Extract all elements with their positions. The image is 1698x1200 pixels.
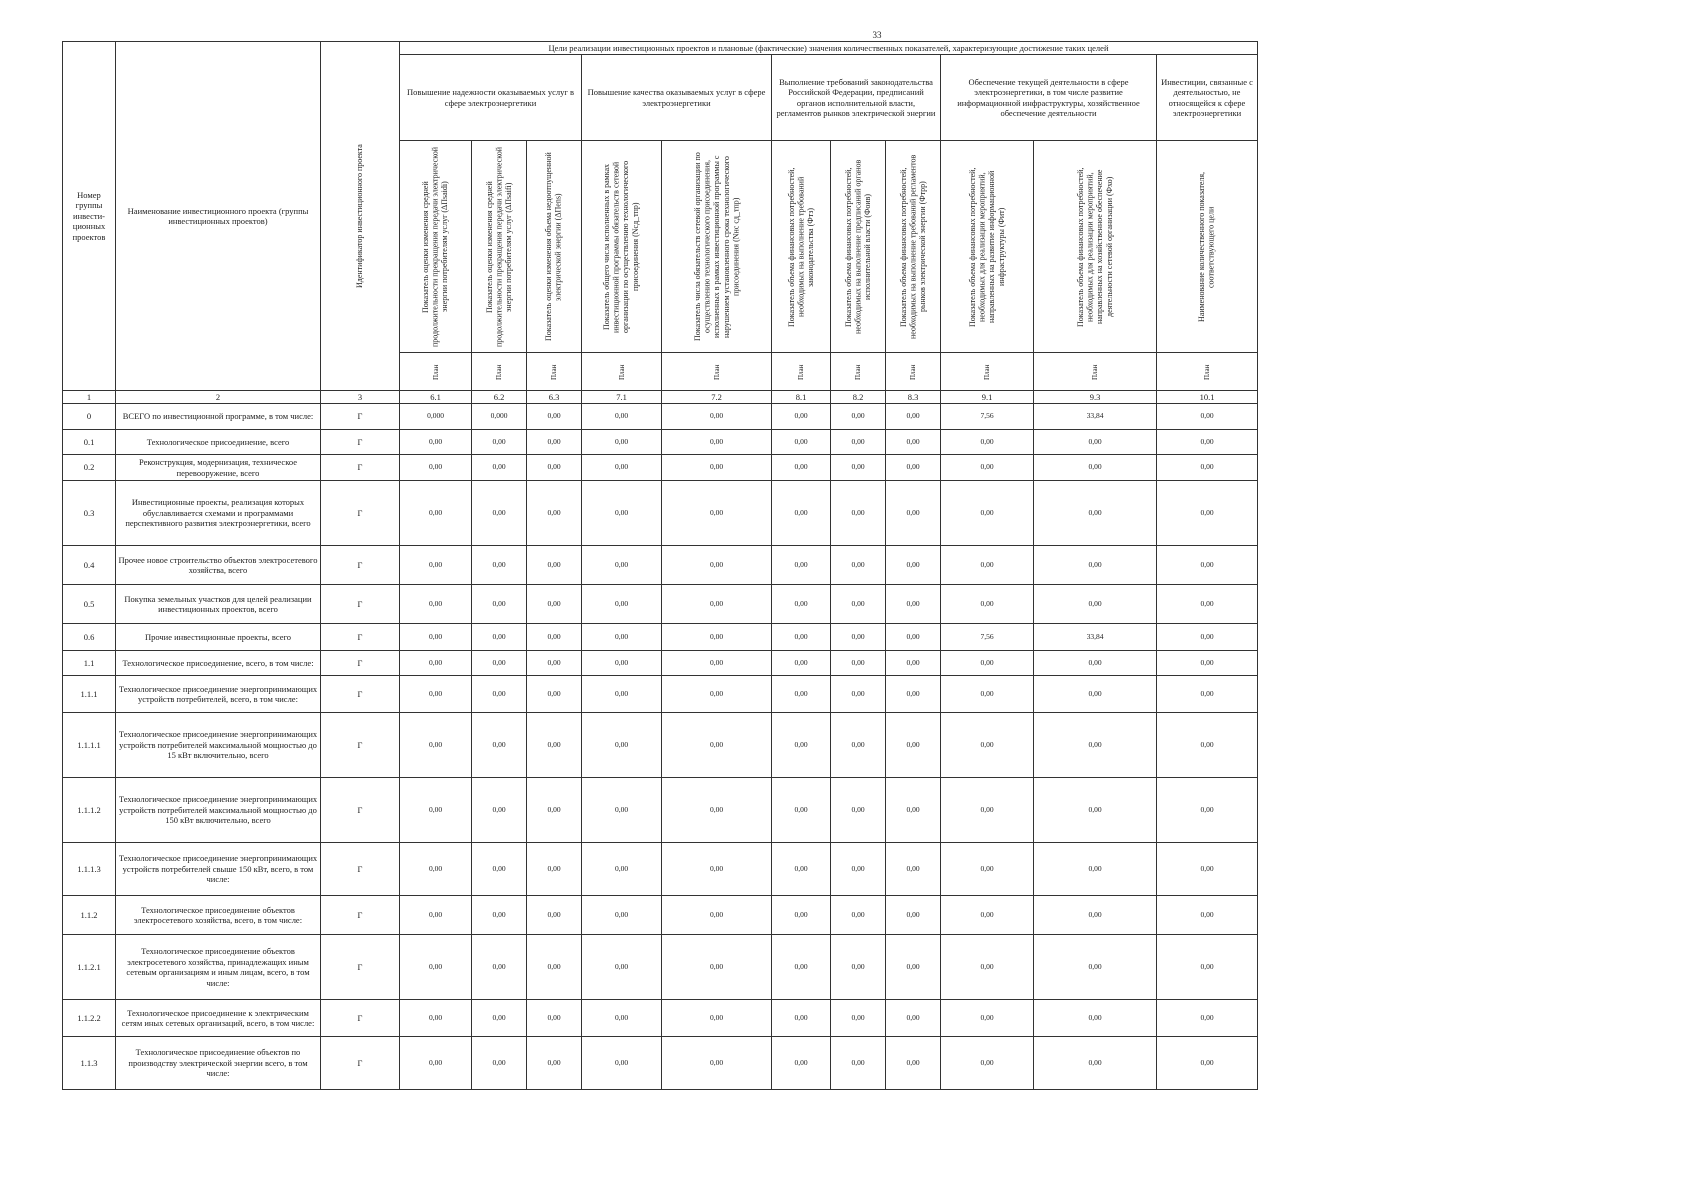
table-row: [63, 481, 1258, 546]
row-number: 0.5: [63, 585, 116, 624]
indicator-header-9: Показатель объема финансовых потребностей, необходимых для реализации мероприятий, направленных на развитие информационной инфраструктуры (Фит): [941, 141, 1034, 353]
row-value: 0,00: [472, 843, 527, 896]
row-number: 0: [63, 404, 116, 430]
row-value: 0,00: [886, 896, 941, 935]
header-goals: Цели реализации инвестиционных проектов и плановые (фактические) значения количественных показателей, характеризующие достижение таких целей: [400, 42, 1258, 55]
plan-label: План: [582, 353, 662, 391]
row-value: 0,00: [582, 546, 662, 585]
row-name: Инвестиционные проекты, реализация которых обуславливается схемами и программами перспективного развития электроэнергетики, всего: [116, 481, 321, 546]
row-value: 0,00: [400, 430, 472, 455]
row-identifier: Г: [321, 843, 400, 896]
group-reliability: Повышение надежности оказываемых услуг в сфере электроэнергетики: [400, 55, 582, 141]
row-value: 0,00: [772, 404, 831, 430]
row-value: 33,84: [1034, 404, 1157, 430]
row-value: 0,00: [1157, 546, 1258, 585]
row-value: 0,00: [1034, 676, 1157, 713]
column-number: 6.3: [527, 391, 582, 404]
table-row: [63, 585, 1258, 624]
row-value: 0,00: [941, 713, 1034, 778]
row-value: 0,00: [472, 481, 527, 546]
row-number: 1.1.3: [63, 1037, 116, 1090]
row-name: Технологическое присоединение объектов электросетевого хозяйства, всего, в том числе:: [116, 896, 321, 935]
table-row: [63, 713, 1258, 778]
row-value: 0,00: [400, 651, 472, 676]
row-value: 0,00: [1034, 896, 1157, 935]
row-value: 0,00: [831, 430, 886, 455]
table-row: [63, 624, 1258, 651]
row-number: 1.1.1.1: [63, 713, 116, 778]
column-number: 8.3: [886, 391, 941, 404]
row-value: 0,00: [1034, 935, 1157, 1000]
row-number: 1.1.1.2: [63, 778, 116, 843]
row-value: 0,00: [472, 1000, 527, 1037]
row-value: 0,00: [1157, 585, 1258, 624]
plan-label: План: [662, 353, 772, 391]
row-value: 0,00: [941, 778, 1034, 843]
row-value: 0,00: [1034, 455, 1157, 481]
table-row: [63, 778, 1258, 843]
row-value: 0,00: [1157, 935, 1258, 1000]
row-value: 0,00: [400, 896, 472, 935]
row-value: 0,00: [527, 713, 582, 778]
row-value: 0,00: [772, 624, 831, 651]
column-number: 1: [63, 391, 116, 404]
group-quality: Повышение качества оказываемых услуг в сфере электроэнергетики: [582, 55, 772, 141]
header-identifier: Идентификатор инвестиционного проекта: [321, 42, 400, 391]
row-value: 0,00: [472, 1037, 527, 1090]
row-value: 0,00: [472, 651, 527, 676]
row-value: 0,00: [1157, 481, 1258, 546]
row-value: 0,00: [527, 651, 582, 676]
row-value: 0,00: [886, 404, 941, 430]
row-number: 0.2: [63, 455, 116, 481]
row-value: 0,00: [527, 843, 582, 896]
row-value: 0,00: [886, 455, 941, 481]
plan-label: План: [941, 353, 1034, 391]
row-value: 0,00: [1157, 624, 1258, 651]
row-value: 0,00: [772, 1000, 831, 1037]
row-value: 0,00: [400, 481, 472, 546]
row-value: 0,00: [772, 430, 831, 455]
column-number: 9.1: [941, 391, 1034, 404]
row-name: Технологическое присоединение объектов электросетевого хозяйства, принадлежащих иным сетевым организациям и иным лицам, всего, в том числе:: [116, 935, 321, 1000]
row-value: 0,00: [582, 585, 662, 624]
row-value: 0,00: [527, 455, 582, 481]
row-value: 0,00: [886, 481, 941, 546]
row-number: 1.1.1: [63, 676, 116, 713]
row-value: 0,00: [527, 1000, 582, 1037]
row-identifier: Г: [321, 404, 400, 430]
table-row: [63, 455, 1258, 481]
row-value: 0,00: [582, 624, 662, 651]
row-value: 0,00: [1034, 1000, 1157, 1037]
row-value: 0,00: [527, 481, 582, 546]
row-value: 0,00: [941, 481, 1034, 546]
row-value: 0,00: [772, 935, 831, 1000]
indicator-header-5: Показатель числа обязательств сетевой организации по осуществлению технологического присоединения, исполненных в рамках инвестиционной программы с нарушением установленного срока технологического присоединения (Nнс сд_тпр): [662, 141, 772, 353]
header-number: Номер группы инвести-ционных проектов: [63, 42, 116, 391]
row-value: 0,00: [400, 778, 472, 843]
row-value: 0,00: [1157, 455, 1258, 481]
row-value: 0,00: [582, 1037, 662, 1090]
row-value: 0,00: [662, 713, 772, 778]
row-value: 0,00: [662, 430, 772, 455]
row-number: 0.1: [63, 430, 116, 455]
row-identifier: Г: [321, 430, 400, 455]
row-name: Прочие инвестиционные проекты, всего: [116, 624, 321, 651]
row-value: 0,00: [831, 843, 886, 896]
row-number: 1.1: [63, 651, 116, 676]
row-value: 0,00: [400, 1000, 472, 1037]
column-number: 6.1: [400, 391, 472, 404]
row-value: 0,00: [662, 624, 772, 651]
row-value: 7,56: [941, 404, 1034, 430]
row-name: Технологическое присоединение объектов по производству электрической энергии всего, в том числе:: [116, 1037, 321, 1090]
row-name: Технологическое присоединение энергопринимающих устройств потребителей максимальной мощностью до 15 кВт включительно, всего: [116, 713, 321, 778]
row-name: Технологическое присоединение энергопринимающих устройств потребителей максимальной мощностью до 150 кВт включительно, всего: [116, 778, 321, 843]
row-value: 0,00: [472, 676, 527, 713]
row-value: 0,00: [831, 778, 886, 843]
row-value: 0,00: [662, 778, 772, 843]
row-value: 0,00: [662, 676, 772, 713]
row-value: 0,00: [472, 778, 527, 843]
row-value: 0,00: [941, 455, 1034, 481]
indicator-header-3: Показатель оценки изменения объема недоотпущенной электрической энергии (ΔПens): [527, 141, 582, 353]
row-value: 0,00: [886, 651, 941, 676]
row-value: 0,00: [941, 585, 1034, 624]
row-value: 0,00: [400, 624, 472, 651]
row-value: 0,00: [886, 935, 941, 1000]
row-identifier: Г: [321, 676, 400, 713]
column-number: 9.3: [1034, 391, 1157, 404]
row-value: 0,00: [886, 1037, 941, 1090]
row-identifier: Г: [321, 651, 400, 676]
row-number: 0.6: [63, 624, 116, 651]
row-value: 0,00: [941, 430, 1034, 455]
column-number: 7.2: [662, 391, 772, 404]
row-name: Технологическое присоединение энергопринимающих устройств потребителей свыше 150 кВт, всего, в том числе:: [116, 843, 321, 896]
indicator-header-11: Наименование количественного показателя, соответствующего цели: [1157, 141, 1258, 353]
plan-label: План: [772, 353, 831, 391]
plan-label: План: [886, 353, 941, 391]
row-identifier: Г: [321, 896, 400, 935]
row-value: 0,00: [472, 430, 527, 455]
plan-label: План: [400, 353, 472, 391]
indicator-header-2: Показатель оценки изменения средней продолжительности прекращения передачи электрической энергии потребителям услуг (ΔПsaifi): [472, 141, 527, 353]
row-value: 0,00: [831, 651, 886, 676]
row-value: 0,000: [400, 404, 472, 430]
row-value: 0,00: [472, 585, 527, 624]
row-value: 0,00: [772, 585, 831, 624]
row-value: 0,00: [941, 676, 1034, 713]
row-value: 0,00: [1034, 713, 1157, 778]
row-value: 0,00: [662, 585, 772, 624]
row-value: 0,00: [400, 676, 472, 713]
row-value: 0,00: [582, 676, 662, 713]
row-value: 0,00: [400, 935, 472, 1000]
row-number: 0.3: [63, 481, 116, 546]
row-identifier: Г: [321, 624, 400, 651]
row-value: 0,00: [831, 546, 886, 585]
row-value: 0,00: [831, 481, 886, 546]
row-value: 0,00: [831, 1037, 886, 1090]
indicator-header-10: Показатель объема финансовых потребностей, необходимых для реализации мероприятий, направленных на хозяйственное обеспечение деятельности сетевой организации (Фхо): [1034, 141, 1157, 353]
row-number: 1.1.2.1: [63, 935, 116, 1000]
row-value: 0,00: [582, 843, 662, 896]
plan-label: План: [1157, 353, 1258, 391]
row-value: 0,00: [772, 1037, 831, 1090]
row-value: 0,000: [472, 404, 527, 430]
group-non-energy: Инвестиции, связанные с деятельностью, не относящейся к сфере электроэнергетики: [1157, 55, 1258, 141]
row-value: 0,00: [831, 404, 886, 430]
row-value: 0,00: [1157, 896, 1258, 935]
row-value: 0,00: [662, 651, 772, 676]
row-value: 0,00: [1157, 1000, 1258, 1037]
row-identifier: Г: [321, 1037, 400, 1090]
header-name: Наименование инвестиционного проекта (группы инвестиционных проектов): [116, 42, 321, 391]
row-value: 0,00: [400, 585, 472, 624]
row-name: Прочее новое строительство объектов электросетевого хозяйства, всего: [116, 546, 321, 585]
row-value: 0,00: [831, 585, 886, 624]
row-value: 0,00: [886, 713, 941, 778]
row-value: 0,00: [400, 1037, 472, 1090]
row-value: 0,00: [582, 778, 662, 843]
table-row: [63, 1037, 1258, 1090]
row-value: 0,00: [1157, 778, 1258, 843]
row-value: 0,00: [886, 1000, 941, 1037]
row-value: 0,00: [582, 404, 662, 430]
row-value: 0,00: [400, 455, 472, 481]
row-name: Покупка земельных участков для целей реализации инвестиционных проектов, всего: [116, 585, 321, 624]
row-value: 0,00: [472, 546, 527, 585]
column-number: 7.1: [582, 391, 662, 404]
row-value: 0,00: [1034, 843, 1157, 896]
row-value: 0,00: [527, 404, 582, 430]
row-value: 0,00: [527, 778, 582, 843]
column-number: 6.2: [472, 391, 527, 404]
plan-label: План: [831, 353, 886, 391]
row-identifier: Г: [321, 1000, 400, 1037]
row-value: 0,00: [886, 676, 941, 713]
row-value: 0,00: [1034, 651, 1157, 676]
table-row: [63, 651, 1258, 676]
row-value: 0,00: [772, 546, 831, 585]
row-value: 0,00: [400, 546, 472, 585]
page-number: 33: [872, 30, 882, 40]
row-value: 0,00: [400, 843, 472, 896]
table-row: [63, 430, 1258, 455]
row-value: 0,00: [772, 481, 831, 546]
row-value: 0,00: [662, 896, 772, 935]
row-value: 0,00: [1034, 585, 1157, 624]
plan-label: План: [1034, 353, 1157, 391]
row-value: 0,00: [472, 713, 527, 778]
row-value: 0,00: [582, 935, 662, 1000]
row-identifier: Г: [321, 713, 400, 778]
row-value: 0,00: [662, 1000, 772, 1037]
row-value: 0,00: [941, 935, 1034, 1000]
row-value: 0,00: [941, 1000, 1034, 1037]
row-value: 0,00: [772, 651, 831, 676]
indicator-header-7: Показатель объема финансовых потребностей, необходимых на выполнение предписаний органов исполнительной власти (Фоив): [831, 141, 886, 353]
row-value: 0,00: [831, 455, 886, 481]
row-value: 0,00: [1034, 1037, 1157, 1090]
table-row: [63, 843, 1258, 896]
row-value: 0,00: [662, 546, 772, 585]
row-value: 0,00: [582, 481, 662, 546]
table-row: [63, 896, 1258, 935]
row-value: 0,00: [772, 676, 831, 713]
investment-table: [62, 41, 1258, 1090]
row-value: 0,00: [527, 896, 582, 935]
row-value: 0,00: [1157, 713, 1258, 778]
row-value: 0,00: [941, 843, 1034, 896]
row-identifier: Г: [321, 455, 400, 481]
row-value: 0,00: [1034, 546, 1157, 585]
column-number: 10.1: [1157, 391, 1258, 404]
indicator-header-6: Показатель объема финансовых потребностей, необходимых на выполнение требований законодательства (Фтз): [772, 141, 831, 353]
row-value: 0,00: [772, 778, 831, 843]
row-value: 0,00: [400, 713, 472, 778]
row-value: 0,00: [527, 1037, 582, 1090]
row-value: 0,00: [1034, 430, 1157, 455]
row-value: 0,00: [582, 651, 662, 676]
row-value: 0,00: [582, 455, 662, 481]
row-value: 0,00: [831, 676, 886, 713]
row-value: 0,00: [1157, 676, 1258, 713]
row-value: 0,00: [941, 651, 1034, 676]
plan-label: План: [472, 353, 527, 391]
row-value: 0,00: [886, 585, 941, 624]
row-value: 0,00: [886, 546, 941, 585]
indicator-header-8: Показатель объема финансовых потребностей, необходимых на выполнение требований регламентов рынков электрической энергии (Фтрр): [886, 141, 941, 353]
row-value: 0,00: [1034, 481, 1157, 546]
row-value: 0,00: [527, 624, 582, 651]
row-number: 0.4: [63, 546, 116, 585]
row-number: 1.1.2: [63, 896, 116, 935]
row-value: 0,00: [662, 843, 772, 896]
row-name: Реконструкция, модернизация, техническое перевооружение, всего: [116, 455, 321, 481]
row-value: 7,56: [941, 624, 1034, 651]
row-name: Технологическое присоединение к электрическим сетям иных сетевых организаций, всего, в том числе:: [116, 1000, 321, 1037]
row-value: 0,00: [831, 624, 886, 651]
row-value: 0,00: [941, 546, 1034, 585]
row-value: 0,00: [582, 713, 662, 778]
table-row: [63, 404, 1258, 430]
row-value: 0,00: [662, 481, 772, 546]
row-value: 0,00: [662, 935, 772, 1000]
row-value: 0,00: [527, 546, 582, 585]
table-row: [63, 546, 1258, 585]
row-value: 0,00: [886, 624, 941, 651]
row-identifier: Г: [321, 935, 400, 1000]
row-value: 0,00: [662, 455, 772, 481]
row-value: 0,00: [1157, 651, 1258, 676]
row-value: 0,00: [941, 896, 1034, 935]
table-row: [63, 935, 1258, 1000]
row-value: 0,00: [1157, 843, 1258, 896]
row-value: 0,00: [582, 430, 662, 455]
row-number: 1.1.1.3: [63, 843, 116, 896]
group-current-activity: Обеспечение текущей деятельности в сфере электроэнергетики, в том числе развитие информационной инфраструктуры, хозяйственное обеспечение деятельности: [941, 55, 1157, 141]
row-value: 0,00: [1034, 778, 1157, 843]
row-value: 0,00: [772, 843, 831, 896]
row-value: 0,00: [582, 896, 662, 935]
row-value: 0,00: [527, 935, 582, 1000]
row-value: 0,00: [527, 585, 582, 624]
row-value: 0,00: [886, 430, 941, 455]
row-name: Технологическое присоединение, всего: [116, 430, 321, 455]
row-value: 0,00: [772, 455, 831, 481]
row-value: 0,00: [472, 624, 527, 651]
row-name: ВСЕГО по инвестиционной программе, в том числе:: [116, 404, 321, 430]
row-name: Технологическое присоединение энергопринимающих устройств потребителей, всего, в том числе:: [116, 676, 321, 713]
row-value: 0,00: [1157, 430, 1258, 455]
row-value: 0,00: [772, 896, 831, 935]
column-number: 2: [116, 391, 321, 404]
row-value: 33,84: [1034, 624, 1157, 651]
column-number: 8.2: [831, 391, 886, 404]
row-value: 0,00: [886, 778, 941, 843]
row-value: 0,00: [831, 713, 886, 778]
row-value: 0,00: [582, 1000, 662, 1037]
row-value: 0,00: [527, 430, 582, 455]
row-value: 0,00: [472, 455, 527, 481]
indicator-header-1: Показатель оценки изменения средней продолжительности прекращения передачи электрической энергии потребителям услуг (ΔПsaidi): [400, 141, 472, 353]
row-identifier: Г: [321, 481, 400, 546]
row-identifier: Г: [321, 778, 400, 843]
row-identifier: Г: [321, 585, 400, 624]
row-value: 0,00: [831, 1000, 886, 1037]
group-legislation: Выполнение требований законодательства Российской Федерации, предписаний органов исполнительной власти, регламентов рынков электрической энергии: [772, 55, 941, 141]
row-value: 0,00: [772, 713, 831, 778]
row-number: 1.1.2.2: [63, 1000, 116, 1037]
table-row: [63, 676, 1258, 713]
plan-label: План: [527, 353, 582, 391]
column-number: 3: [321, 391, 400, 404]
row-value: 0,00: [472, 896, 527, 935]
row-value: 0,00: [1157, 1037, 1258, 1090]
row-value: 0,00: [1157, 404, 1258, 430]
table-row: [63, 1000, 1258, 1037]
row-value: 0,00: [527, 676, 582, 713]
row-name: Технологическое присоединение, всего, в том числе:: [116, 651, 321, 676]
row-value: 0,00: [831, 896, 886, 935]
row-value: 0,00: [662, 1037, 772, 1090]
row-value: 0,00: [662, 404, 772, 430]
row-value: 0,00: [831, 935, 886, 1000]
row-identifier: Г: [321, 546, 400, 585]
row-value: 0,00: [886, 843, 941, 896]
indicator-header-4: Показатель общего числа исполненных в рамках инвестиционной программы обязательств сетевой организации по осуществлению технологического присоединения (Nсд_тпр): [582, 141, 662, 353]
row-value: 0,00: [472, 935, 527, 1000]
row-value: 0,00: [941, 1037, 1034, 1090]
column-number: 8.1: [772, 391, 831, 404]
